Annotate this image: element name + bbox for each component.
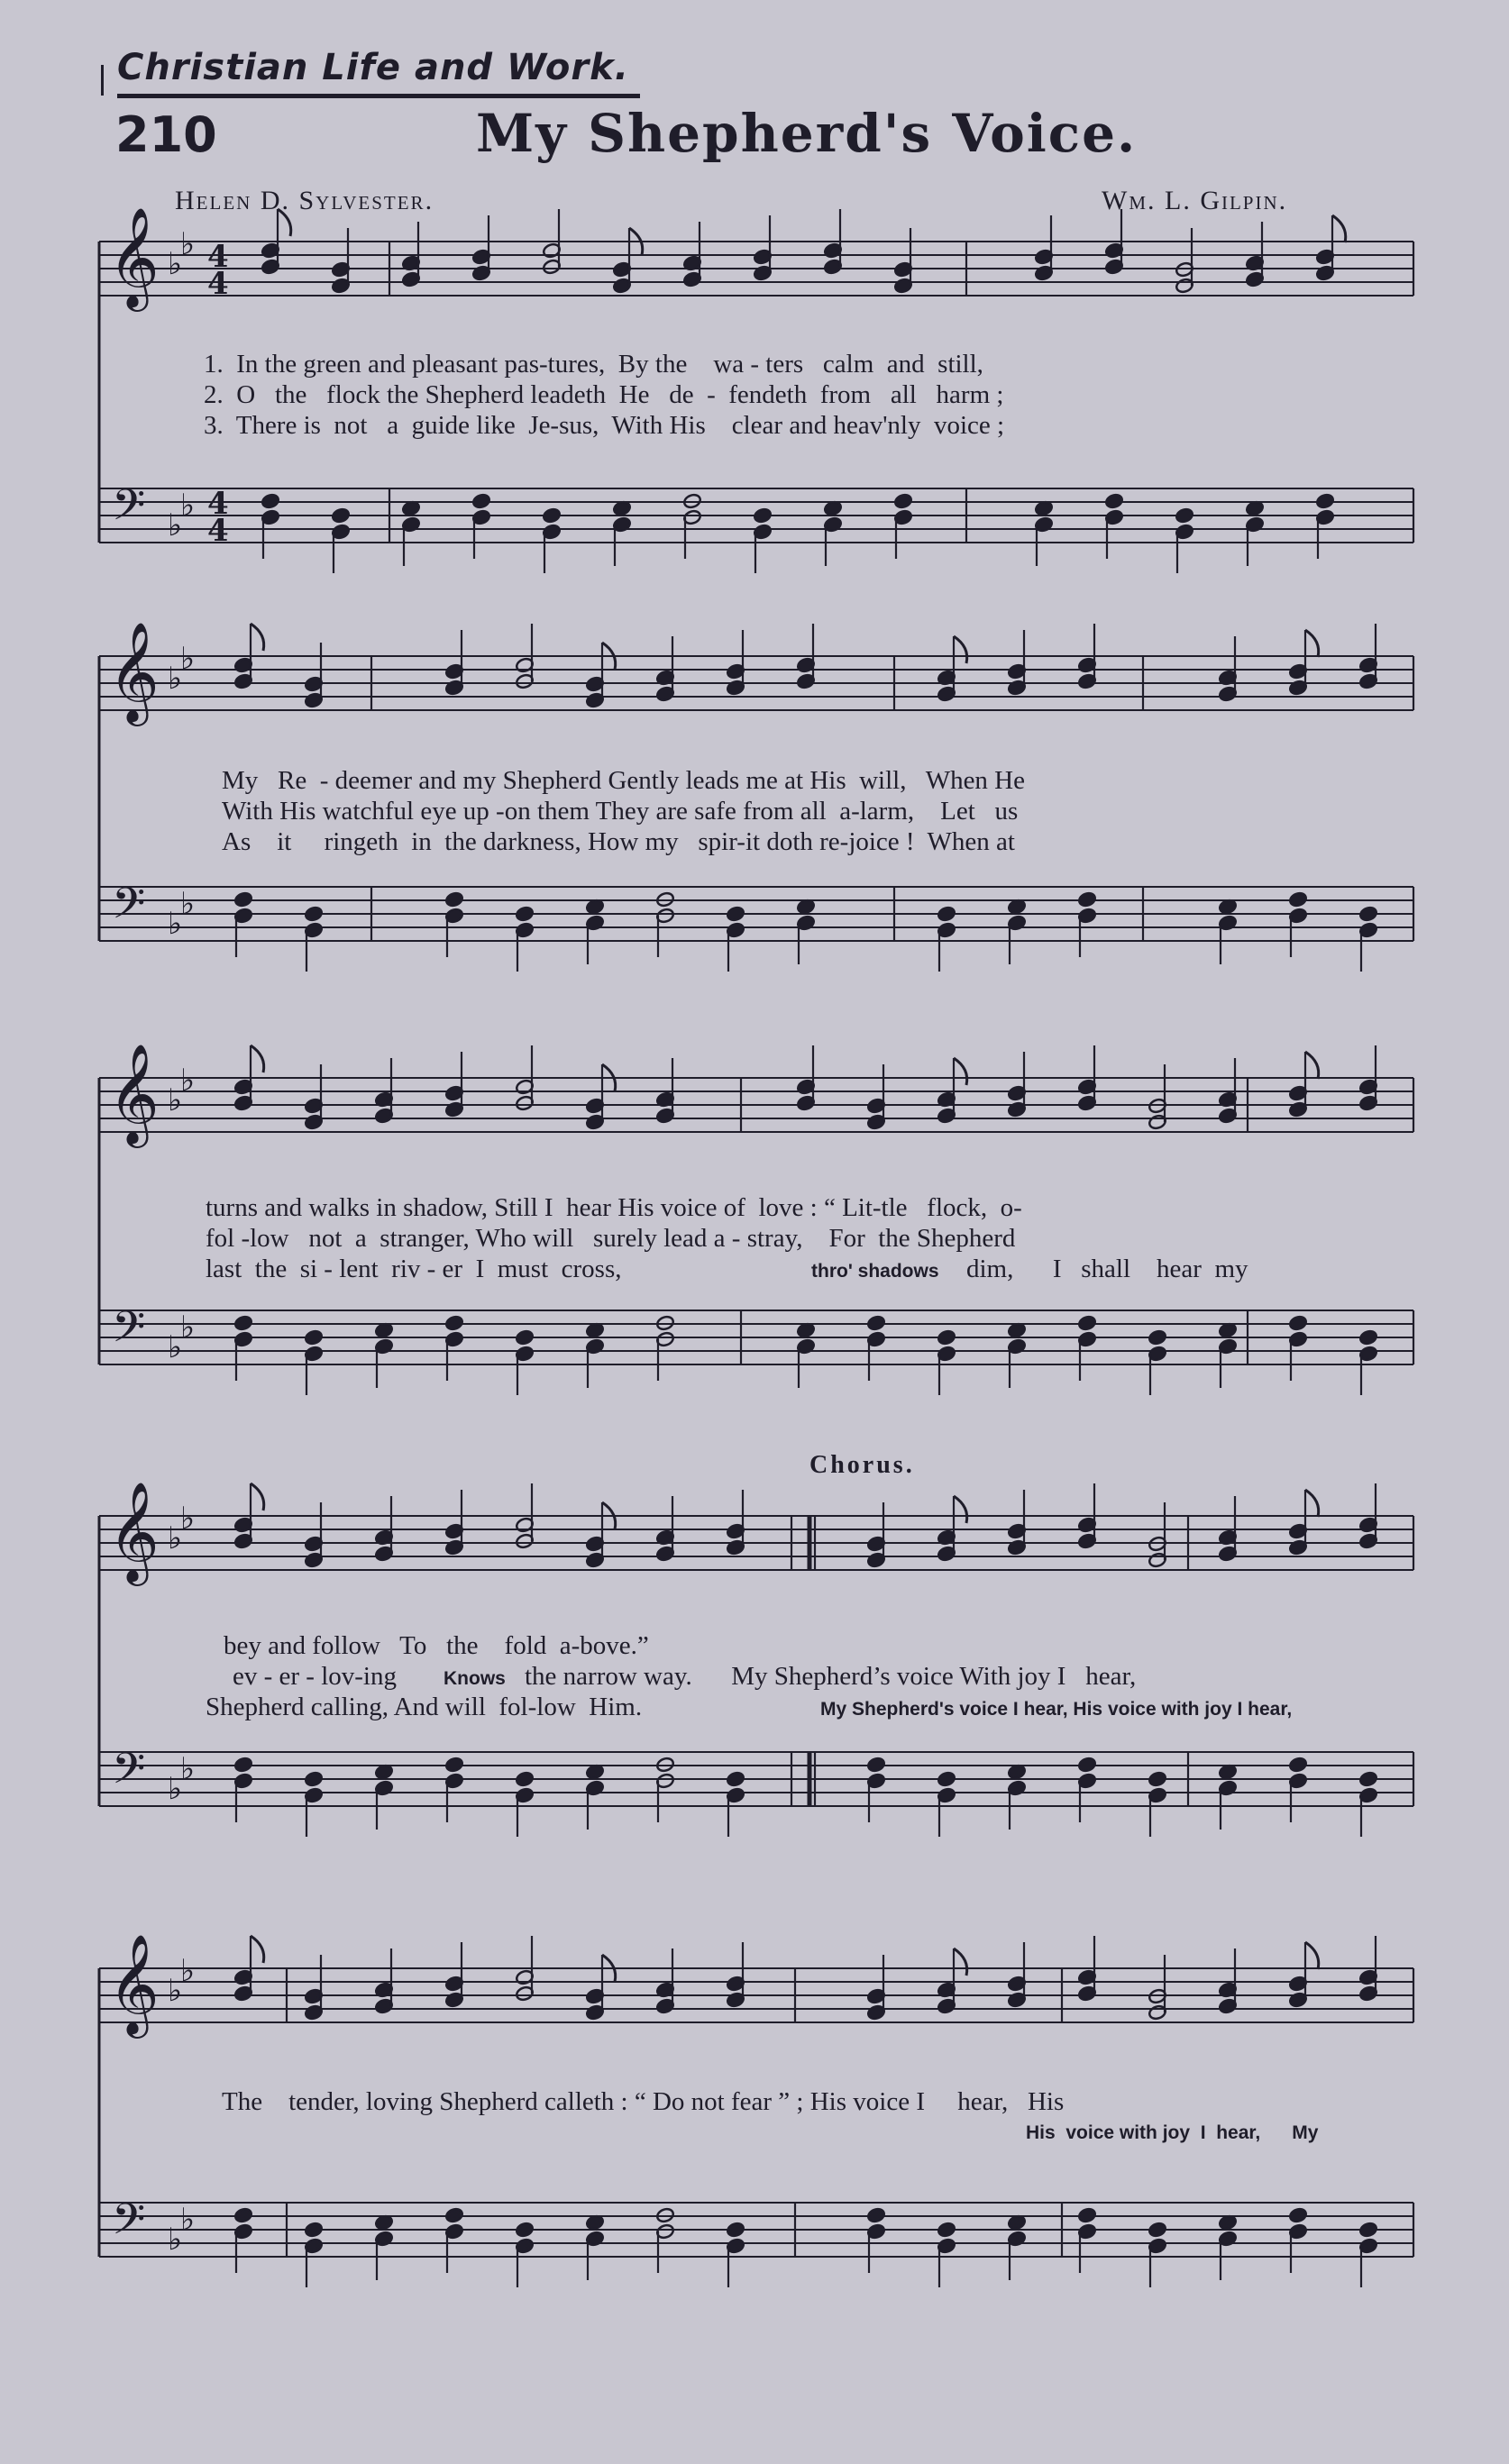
lyric-line: 2. O the flock the Shepherd leadeth He de - fendeth from all harm ; (204, 380, 1004, 409)
notehead (1148, 2222, 1166, 2238)
flat-sign: ♭ (180, 1310, 196, 1346)
flat-sign: ♭ (180, 1501, 196, 1537)
flat-sign: ♭ (168, 1771, 183, 1807)
notehead (1148, 1771, 1166, 1787)
notehead (304, 2222, 323, 2238)
lyric-line: turns and walks in shadow, Still I hear His voice of love : “ Lit-tle flock, o- (206, 1193, 1022, 1222)
notehead (1358, 1771, 1377, 1787)
flat-sign: ♭ (168, 507, 183, 543)
section-title: Christian Life and Work. (117, 47, 629, 88)
notehead (937, 1329, 956, 1346)
flat-sign: ♭ (168, 2222, 183, 2258)
time-signature-digit: 4 (207, 266, 229, 302)
notehead (542, 507, 561, 524)
notehead (233, 891, 252, 908)
notehead (1288, 1315, 1307, 1331)
flat-sign: ♭ (168, 1520, 183, 1556)
notehead (1077, 891, 1096, 908)
notehead (893, 493, 912, 509)
notehead (444, 2207, 463, 2223)
notehead (866, 1757, 885, 1773)
lyric-line: fol -low not a stranger, Who will surely lead a - stray, For the Shepherd (206, 1224, 1016, 1253)
lyric-line: the narrow way. My Shepherd’s voice With joy I hear, (525, 1662, 1137, 1691)
notehead (726, 2222, 745, 2238)
chorus-label: Chorus. (809, 1451, 915, 1479)
notehead (937, 906, 956, 922)
lyric-line: As it ringeth in the darkness, How my spir-it doth re-joice ! When at (222, 827, 1015, 856)
flat-sign: ♭ (168, 1973, 183, 2009)
flat-sign: ♭ (180, 1953, 196, 1989)
flat-sign: ♭ (168, 661, 183, 697)
notehead (866, 1315, 885, 1331)
lyric-line: dim, I shall hear my (966, 1255, 1248, 1283)
note-flag (954, 1948, 967, 1976)
author-credit: Helen D. Sylvester. (175, 186, 434, 215)
bass-clef: 𝄢 (112, 479, 146, 541)
notehead (1175, 507, 1193, 524)
notehead (1358, 2222, 1377, 2238)
note-flag (278, 209, 291, 236)
notehead (726, 1771, 745, 1787)
note-flag (954, 1496, 967, 1523)
notehead (304, 1771, 323, 1787)
hymn-number: 210 (115, 106, 217, 163)
notehead (726, 906, 745, 922)
flat-sign: ♭ (180, 1751, 196, 1787)
lyric-line: My Re - deemer and my Shepherd Gently leads me at His will, When He (222, 766, 1025, 795)
flat-sign: ♭ (180, 2202, 196, 2238)
notehead (515, 906, 534, 922)
notehead (1358, 1329, 1377, 1346)
notehead (515, 1329, 534, 1346)
notehead (1104, 493, 1123, 509)
note-flag (1305, 1052, 1319, 1079)
note-flag (954, 1058, 967, 1085)
notehead (233, 1315, 252, 1331)
notehead (937, 2222, 956, 2238)
notehead (304, 906, 323, 922)
notehead (515, 2222, 534, 2238)
flat-sign: ♭ (180, 488, 196, 524)
flat-sign: ♭ (180, 1063, 196, 1099)
notehead (1288, 1757, 1307, 1773)
notehead (331, 507, 350, 524)
flat-sign: ♭ (168, 1082, 183, 1118)
note-flag (1305, 1490, 1319, 1517)
note-flag (251, 1045, 264, 1072)
lyric-small-note: My Shepherd's voice I hear, His voice with joy I hear, (820, 1699, 1293, 1720)
notehead (1358, 906, 1377, 922)
note-flag (954, 636, 967, 663)
flat-sign: ♭ (180, 886, 196, 922)
flat-sign: ♭ (180, 641, 196, 677)
lyric-line: bey and follow To the fold a-bove.” (224, 1631, 649, 1660)
notehead (444, 1757, 463, 1773)
lyric-line: ev - er - lov-ing (233, 1662, 397, 1691)
notehead (753, 507, 772, 524)
treble-clef: 𝄞 (108, 621, 160, 722)
lyric-line: The tender, loving Shepherd calleth : “ Do not fear ” ; His voice I hear, His (222, 2087, 1065, 2116)
notehead (1077, 1315, 1096, 1331)
notehead (866, 2207, 885, 2223)
bass-clef: 𝄢 (112, 2194, 146, 2255)
notehead (1148, 1329, 1166, 1346)
lyric-line: last the si - lent riv - er I must cross, (206, 1255, 622, 1283)
notehead (444, 891, 463, 908)
flat-sign: ♭ (180, 226, 196, 262)
note-flag (251, 624, 264, 651)
notehead (304, 1329, 323, 1346)
lyric-small-note: thro' shadows (811, 1261, 939, 1282)
treble-clef: 𝄞 (108, 1933, 160, 2034)
treble-clef: 𝄞 (108, 1043, 160, 1144)
notehead (471, 493, 490, 509)
lyric-small-note: Knows (444, 1668, 506, 1689)
bass-clef: 𝄢 (112, 1301, 146, 1363)
notehead (1288, 891, 1307, 908)
notehead (1315, 493, 1334, 509)
lyric-line: 3. There is not a guide like Je-sus, With His clear and heav'nly voice ; (204, 411, 1005, 440)
notehead (1077, 2207, 1096, 2223)
lyric-line: With His watchful eye up -on them They are safe from all a-larm, Let us (222, 797, 1019, 826)
lyric-small-note: His voice with joy I hear, My (1026, 2122, 1319, 2143)
time-signature-digit: 4 (207, 486, 229, 522)
notehead (233, 1757, 252, 1773)
treble-clef: 𝄞 (108, 206, 160, 307)
notehead (1288, 2207, 1307, 2223)
notehead (261, 493, 279, 509)
note-flag (1332, 215, 1346, 242)
treble-clef: 𝄞 (108, 1481, 160, 1582)
note-flag (251, 1483, 264, 1510)
notehead (515, 1771, 534, 1787)
notehead (444, 1315, 463, 1331)
flat-sign: ♭ (168, 246, 183, 282)
time-signature-digit: 4 (207, 513, 229, 549)
bass-clef: 𝄢 (112, 878, 146, 939)
note-flag (1305, 1942, 1319, 1969)
flat-sign: ♭ (168, 1329, 183, 1365)
time-signature-digit: 4 (207, 239, 229, 275)
flat-sign: ♭ (168, 906, 183, 942)
lyric-line: Shepherd calling, And will fol-low Him. (206, 1693, 643, 1721)
composer-credit: Wm. L. Gilpin. (1102, 186, 1288, 215)
notehead (937, 1771, 956, 1787)
notehead (233, 2207, 252, 2223)
lyric-line: 1. In the green and pleasant pas-tures, By the wa - ters calm and still, (204, 350, 983, 379)
hymn-title: My Shepherd's Voice. (476, 103, 1138, 164)
note-flag (251, 1936, 264, 1963)
notehead (1077, 1757, 1096, 1773)
bass-clef: 𝄢 (112, 1743, 146, 1804)
note-flag (1305, 630, 1319, 657)
